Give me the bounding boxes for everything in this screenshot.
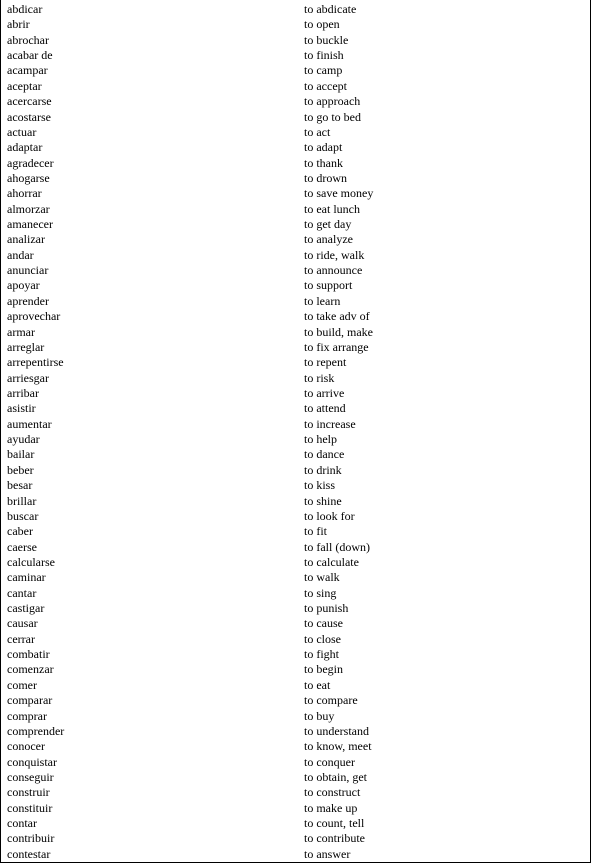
- english-translation-cell: to drink: [304, 462, 342, 477]
- spanish-word-cell: buscar: [7, 508, 39, 523]
- table-row: [1, 524, 590, 539]
- spanish-word-cell: comenzar: [7, 662, 54, 677]
- english-translation-cell: to calculate: [304, 554, 359, 569]
- english-translation-cell: to understand: [304, 723, 369, 738]
- table-row: [1, 202, 590, 217]
- english-translation-cell: to camp: [304, 63, 343, 78]
- english-translation-cell: to help: [304, 432, 337, 447]
- spanish-word-cell: analizar: [7, 232, 45, 247]
- english-translation-cell: to know, meet: [304, 739, 372, 754]
- spanish-word-cell: actuar: [7, 124, 37, 139]
- table-row: [1, 371, 590, 386]
- table-row: [1, 401, 590, 416]
- english-translation-cell: to analyze: [304, 232, 353, 247]
- english-translation-cell: to contribute: [304, 831, 365, 846]
- table-row: [1, 709, 590, 724]
- table-row: [1, 386, 590, 401]
- english-translation-cell: to learn: [304, 293, 341, 308]
- spanish-word-cell: comprender: [7, 723, 65, 738]
- spanish-word-cell: andar: [7, 247, 34, 262]
- spanish-word-cell: comparar: [7, 693, 53, 708]
- spanish-word-cell: aprender: [7, 293, 49, 308]
- english-translation-cell: to obtain, get: [304, 769, 367, 784]
- english-translation-cell: to drown: [304, 170, 347, 185]
- table-row: [1, 63, 590, 78]
- english-translation-cell: to fit: [304, 524, 327, 539]
- spanish-word-cell: calcularse: [7, 554, 55, 569]
- spanish-word-cell: cerrar: [7, 631, 35, 646]
- table-row: [1, 309, 590, 324]
- spanish-word-cell: aprovechar: [7, 309, 61, 324]
- table-row: [1, 755, 590, 770]
- table-row: [1, 110, 590, 125]
- table-row: [1, 79, 590, 94]
- spanish-word-cell: acostarse: [7, 109, 51, 124]
- english-translation-cell: to support: [304, 278, 353, 293]
- english-translation-cell: to kiss: [304, 478, 336, 493]
- english-translation-cell: to finish: [304, 48, 344, 63]
- english-translation-cell: to repent: [304, 355, 347, 370]
- spanish-word-cell: cantar: [7, 585, 37, 600]
- spanish-word-cell: caerse: [7, 539, 37, 554]
- english-translation-cell: to begin: [304, 662, 343, 677]
- spanish-word-cell: aumentar: [7, 416, 52, 431]
- table-row: [1, 248, 590, 263]
- spanish-word-cell: comer: [7, 677, 37, 692]
- table-row: [1, 125, 590, 140]
- spanish-word-cell: brillar: [7, 493, 37, 508]
- spanish-word-cell: combatir: [7, 647, 50, 662]
- table-row: [1, 447, 590, 462]
- spanish-word-cell: causar: [7, 616, 38, 631]
- english-translation-cell: to count, tell: [304, 816, 365, 831]
- table-row: [1, 601, 590, 616]
- table-row: [1, 478, 590, 493]
- spanish-word-cell: amanecer: [7, 217, 53, 232]
- english-translation-cell: to look for: [304, 508, 355, 523]
- english-translation-cell: to go to bed: [304, 109, 361, 124]
- english-translation-cell: to announce: [304, 263, 363, 278]
- spanish-word-cell: beber: [7, 462, 34, 477]
- spanish-word-cell: arribar: [7, 385, 39, 400]
- english-translation-cell: to open: [304, 17, 340, 32]
- table-row: [1, 801, 590, 816]
- english-translation-cell: to answer: [304, 846, 351, 861]
- table-row: [1, 94, 590, 109]
- spanish-word-cell: aceptar: [7, 78, 42, 93]
- table-row: [1, 432, 590, 447]
- table-row: [1, 278, 590, 293]
- spanish-word-cell: abrir: [7, 17, 30, 32]
- english-translation-cell: to attend: [304, 401, 346, 416]
- english-translation-cell: to build, make: [304, 324, 373, 339]
- table-row: [1, 816, 590, 831]
- table-row: [1, 662, 590, 677]
- table-row: [1, 2, 590, 17]
- spanish-word-cell: conquistar: [7, 754, 57, 769]
- table-row: [1, 647, 590, 662]
- english-translation-cell: to eat lunch: [304, 201, 360, 216]
- english-translation-cell: to buy: [304, 708, 335, 723]
- spanish-word-cell: conocer: [7, 739, 45, 754]
- table-row: [1, 156, 590, 171]
- english-translation-cell: to fall (down): [304, 539, 370, 554]
- spanish-word-cell: bailar: [7, 447, 35, 462]
- english-translation-cell: to save money: [304, 186, 374, 201]
- english-translation-cell: to thank: [304, 155, 343, 170]
- table-row: [1, 217, 590, 232]
- english-translation-cell: to adapt: [304, 140, 343, 155]
- english-translation-cell: to shine: [304, 493, 342, 508]
- spanish-word-cell: apoyar: [7, 278, 40, 293]
- english-translation-cell: to conquer: [304, 754, 355, 769]
- table-row: [1, 739, 590, 754]
- spanish-word-cell: armar: [7, 324, 35, 339]
- table-row: [1, 294, 590, 309]
- english-translation-cell: to abdicate: [304, 2, 357, 16]
- english-translation-cell: to take adv of: [304, 309, 370, 324]
- spanish-word-cell: acercarse: [7, 94, 52, 109]
- english-translation-cell: to increase: [304, 416, 356, 431]
- spanish-word-cell: comprar: [7, 708, 47, 723]
- table-row: [1, 785, 590, 800]
- table-row: [1, 586, 590, 601]
- spanish-word-cell: almorzar: [7, 201, 50, 216]
- table-row: [1, 693, 590, 708]
- table-row: [1, 140, 590, 155]
- table-row: [1, 494, 590, 509]
- spanish-word-cell: agradecer: [7, 155, 54, 170]
- english-translation-cell: to sing: [304, 585, 337, 600]
- spanish-word-cell: ayudar: [7, 432, 40, 447]
- spanish-word-cell: conseguir: [7, 769, 54, 784]
- table-row: [1, 847, 590, 862]
- spanish-word-cell: adaptar: [7, 140, 43, 155]
- table-row: [1, 340, 590, 355]
- english-translation-cell: to fight: [304, 647, 339, 662]
- table-row: [1, 770, 590, 785]
- spanish-word-cell: ahorrar: [7, 186, 42, 201]
- spanish-word-cell: caminar: [7, 570, 46, 585]
- table-row: [1, 831, 590, 846]
- spanish-word-cell: contestar: [7, 846, 51, 861]
- table-row: [1, 632, 590, 647]
- english-translation-cell: to punish: [304, 601, 349, 616]
- table-row: [1, 232, 590, 247]
- table-row: [1, 678, 590, 693]
- spanish-word-cell: ahogarse: [7, 170, 50, 185]
- table-row: [1, 17, 590, 32]
- table-row: [1, 616, 590, 631]
- table-row: [1, 555, 590, 570]
- spanish-word-cell: acampar: [7, 63, 48, 78]
- spanish-word-cell: asistir: [7, 401, 36, 416]
- spanish-word-cell: caber: [7, 524, 33, 539]
- english-translation-cell: to act: [304, 124, 331, 139]
- spanish-word-cell: castigar: [7, 601, 45, 616]
- table-row: [1, 171, 590, 186]
- spanish-word-cell: besar: [7, 478, 33, 493]
- english-translation-cell: to make up: [304, 800, 358, 815]
- english-translation-cell: to close: [304, 631, 341, 646]
- english-translation-cell: to arrive: [304, 385, 345, 400]
- english-translation-cell: to get day: [304, 217, 352, 232]
- spanish-word-cell: constituir: [7, 800, 53, 815]
- table-row: [1, 263, 590, 278]
- english-translation-cell: to eat: [304, 677, 331, 692]
- english-translation-cell: to dance: [304, 447, 345, 462]
- table-row: [1, 325, 590, 340]
- spanish-word-cell: contar: [7, 816, 37, 831]
- table-row: [1, 186, 590, 201]
- spanish-word-cell: arriesgar: [7, 370, 49, 385]
- english-translation-cell: to cause: [304, 616, 343, 631]
- table-row: [1, 48, 590, 63]
- english-translation-cell: to accept: [304, 78, 347, 93]
- table-row: [1, 355, 590, 370]
- table-row: [1, 417, 590, 432]
- english-translation-cell: to risk: [304, 370, 335, 385]
- spanish-word-cell: abrochar: [7, 32, 49, 47]
- table-row: [1, 33, 590, 48]
- english-translation-cell: to ride, walk: [304, 247, 365, 262]
- spanish-word-cell: contribuir: [7, 831, 55, 846]
- spanish-word-cell: acabar de: [7, 48, 53, 63]
- spanish-word-cell: construir: [7, 785, 50, 800]
- spanish-word-cell: anunciar: [7, 263, 49, 278]
- english-translation-cell: to compare: [304, 693, 358, 708]
- english-translation-cell: to walk: [304, 570, 340, 585]
- spanish-word-cell: arrepentirse: [7, 355, 64, 370]
- table-row: [1, 463, 590, 478]
- english-translation-cell: to fix arrange: [304, 339, 369, 354]
- spanish-word-cell: abdicar: [7, 2, 43, 16]
- english-translation-cell: to approach: [304, 94, 361, 109]
- table-row: [1, 509, 590, 524]
- english-translation-cell: to construct: [304, 785, 361, 800]
- table-row: [1, 724, 590, 739]
- table-row: [1, 540, 590, 555]
- spanish-word-cell: arreglar: [7, 339, 45, 354]
- english-translation-cell: to buckle: [304, 32, 349, 47]
- table-row: [1, 570, 590, 585]
